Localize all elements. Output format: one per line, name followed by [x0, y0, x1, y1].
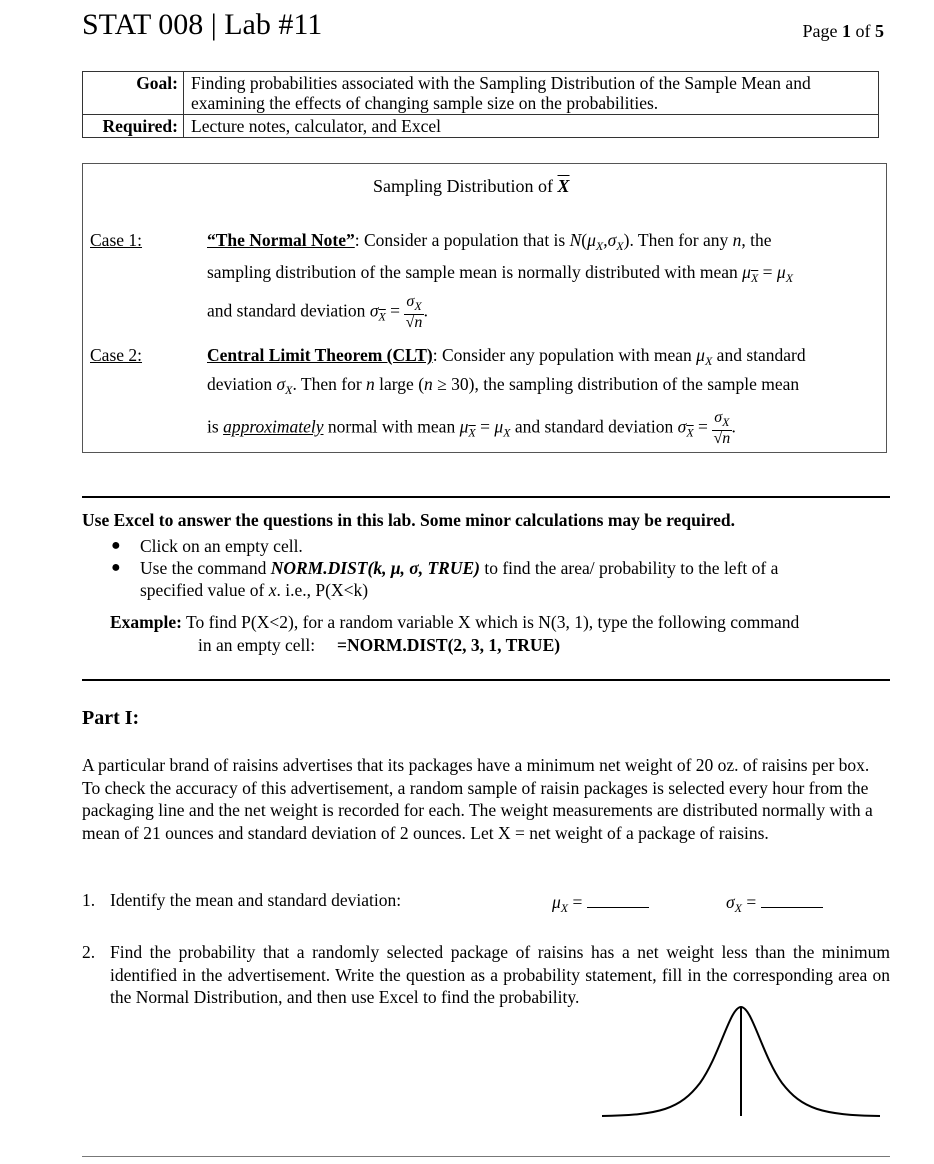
- case1-label: Case 1:: [90, 230, 143, 250]
- bullet-icon: ●: [111, 537, 121, 554]
- goal-text: Finding probabilities associated with the Sampling Distribution of the Sample Mean and examining the effects of changing sample size on the probabilities.: [184, 72, 879, 115]
- example-block: [110, 611, 799, 633]
- question-2-number: 2.: [82, 942, 96, 962]
- goal-label: Goal:: [83, 72, 184, 115]
- case2-line2-b: . Then for: [292, 374, 362, 394]
- case1-line2-text: sampling distribution of the sample mean is normally distributed with mean: [207, 262, 738, 282]
- case2-line2-a: deviation: [207, 374, 273, 394]
- required-row: [83, 115, 879, 138]
- case2-line1-a: : Consider any population with mean: [432, 345, 692, 365]
- example-label: Example:: [110, 612, 182, 632]
- case2-line3-c: and standard deviation: [514, 416, 674, 437]
- page-total: 5: [875, 21, 884, 41]
- normal-curve-icon[interactable]: [600, 1005, 882, 1120]
- part1-heading: Part I:: [82, 707, 140, 729]
- case2-line1-b: and standard: [716, 345, 806, 365]
- bullet-icon: ●: [111, 559, 121, 576]
- case1-line1-c: , the: [741, 230, 772, 250]
- case2-approximately: approximately: [223, 416, 324, 437]
- example-line2-text: in an empty cell:: [198, 635, 316, 655]
- section-divider-top: [82, 496, 890, 498]
- bullet-2-b: to find the area/ probability to the left of a: [484, 558, 779, 578]
- case2-line3-b: normal with mean: [327, 416, 456, 437]
- case2-line2: deviation $\sigma_X$. Then for n large (n ≥ 30), the sampling distribution of the sample mean: [207, 374, 800, 397]
- page-of: of: [855, 21, 871, 41]
- question-2-text: Find the probability that a randomly selected package of raisins has a net weight less than the minimum identified in the advertisement. Write the question as a probability statement, fill in the corresponding area on the Normal Distribution, and then use Excel to find the probability.: [110, 942, 890, 1007]
- page-number: [803, 21, 885, 42]
- part1-paragraph: A particular brand of raisins advertises that its packages have a minimum net weight of 20 oz. of raisins per box. To check the accuracy of this advertisement, a random sample of raisin packages is selected every hour from the packaging line and the net weight is recorded for each. The weight measurements are distributed normally with a mean of 21 ounces and standard deviation of 2 ounces. Let X = net weight of a package of raisins.: [82, 755, 873, 843]
- case1-line1-b: . Then for any: [629, 230, 729, 250]
- case2-label: Case 2:: [90, 345, 143, 365]
- case1-line2: sampling distribution of the sample mean is normally distributed with mean $\mu_{\overline{X}} = \mu_X$: [207, 262, 794, 285]
- case1-heading: “The Normal Note”: [207, 230, 355, 250]
- example-command: =NORM.DIST(2, 3, 1, TRUE): [337, 635, 561, 655]
- mu-answer-line[interactable]: [587, 893, 649, 908]
- case1-line1: “The Normal Note”: Consider a population that is $N(\mu_X,\sigma_X)$. Then for any n, the: [207, 230, 772, 253]
- case2-heading: Central Limit Theorem (CLT): [207, 345, 433, 365]
- page-prefix: Page: [802, 21, 838, 41]
- required-label: Required:: [83, 115, 184, 138]
- goal-table: [82, 71, 879, 138]
- case1-line3: and standard deviation $\sigma_{\overline{X}}$ = $\frac{\sigma_X}{√n}$ .: [207, 293, 429, 331]
- example-line1: To find P(X<2), for a random variable X which is N(3, 1), type the following command: [186, 612, 800, 632]
- mu-x-blank[interactable]: $\mu_X$ =: [552, 891, 649, 920]
- required-text: Lecture notes, calculator, and Excel: [184, 115, 879, 138]
- page-title: STAT 008 | Lab #11: [82, 8, 323, 41]
- case2-line2-c: large (: [379, 374, 425, 394]
- question-1-number: 1.: [82, 890, 96, 910]
- excel-bullet-2: ● Use the command NORM.DIST(k, μ, σ, TRUE) to find the area/ probability to the left of a specified value of x. i.e., P(X<k): [111, 558, 779, 600]
- box-title-var: $\overline{X}$: [557, 176, 570, 196]
- sigma-over-root-n: $\frac{\sigma_X}{√n}$: [405, 293, 423, 331]
- box-title-text: Sampling Distribution of: [373, 176, 553, 196]
- question-1-text: Identify the mean and standard deviation:: [110, 890, 402, 910]
- page-current: 1: [842, 21, 851, 41]
- norm-dist-command: NORM.DIST(k, μ, σ, TRUE): [270, 558, 480, 578]
- box-title: [373, 176, 570, 197]
- sigma-answer-line[interactable]: [761, 893, 823, 908]
- section-divider-bottom: [82, 679, 890, 681]
- bullet-2-c: specified value of: [140, 580, 265, 600]
- footer-rule: [82, 1156, 890, 1157]
- excel-heading: Use Excel to answer the questions in this lab. Some minor calculations may be required.: [82, 510, 736, 530]
- case1-line1-a: : Consider a population that is: [354, 230, 566, 250]
- case2-line3: is approximately normal with mean $\mu_{\overline{X}} = \mu_X$ and standard deviation $\sigma_{\overline{X}}$ = $\frac{\sigma_X}{√n}$ .: [207, 409, 736, 447]
- sigma-x-blank[interactable]: $\sigma_X$ =: [726, 891, 823, 920]
- goal-row: [83, 72, 879, 115]
- example-line2: [198, 634, 560, 656]
- case2-line1: Central Limit Theorem (CLT): Consider any population with mean $\mu_X$ and standard: [207, 345, 806, 368]
- bullet-2-d: i.e., P(X<k): [285, 580, 369, 600]
- bullet-1-text: Click on an empty cell.: [140, 536, 303, 556]
- clt-sigma-over-root-n: $\frac{\sigma_X}{√n}$: [713, 409, 731, 447]
- case2-line3-a: is: [207, 416, 219, 437]
- case1-normal-notation: N: [569, 230, 582, 250]
- bullet-2-a: Use the command: [140, 558, 267, 578]
- excel-bullet-1: [111, 535, 303, 557]
- case1-line3-text: and standard deviation: [207, 300, 366, 321]
- case2-line2-d: ), the sampling distribution of the sample mean: [468, 374, 800, 394]
